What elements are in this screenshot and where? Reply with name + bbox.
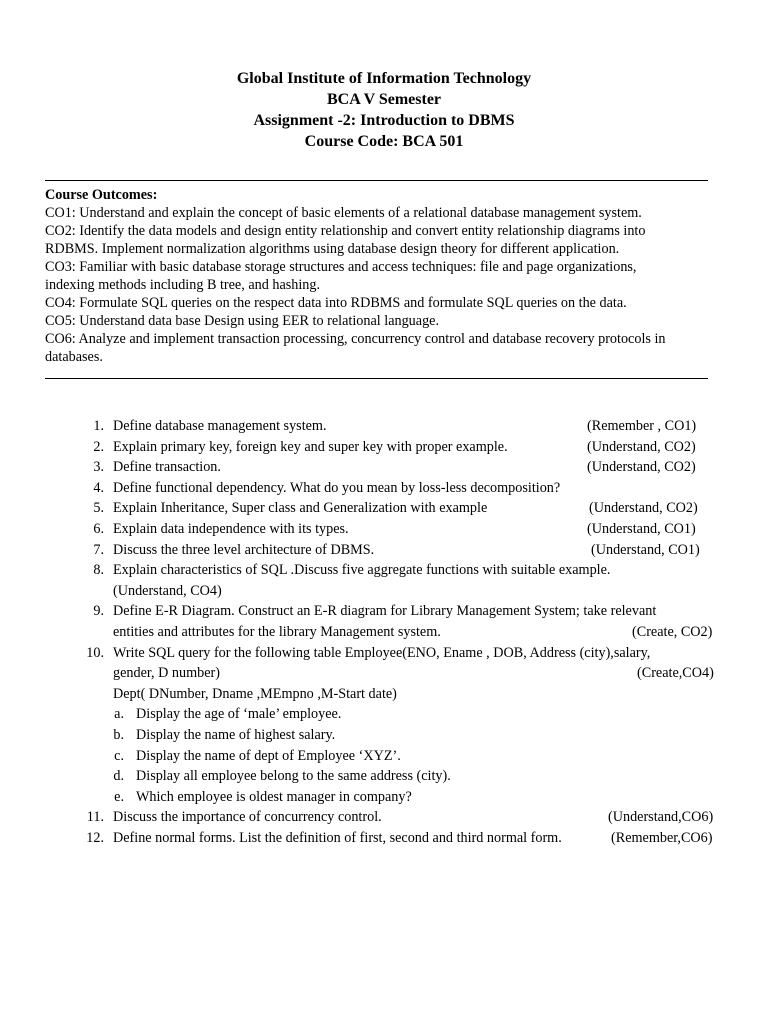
question-tag: (Understand,CO6) xyxy=(608,809,714,826)
question-number: 5. xyxy=(93,500,104,517)
question-4 xyxy=(0,478,768,499)
question-5 xyxy=(0,498,768,519)
question-text: Define transaction. xyxy=(113,459,221,476)
question-text: Explain characteristics of SQL .Discuss five aggregate functions with suitable example. xyxy=(113,562,611,579)
document-header xyxy=(0,68,768,152)
question-text: Explain data independence with its types. xyxy=(113,520,349,537)
question-tag: (Understand, CO2) xyxy=(587,438,696,455)
question-8 xyxy=(0,560,768,581)
question-text: Define database management system. xyxy=(113,418,327,434)
course-code: Course Code: BCA 501 xyxy=(304,133,464,150)
outcome-co3-line1: CO3: Familiar with basic database storage structures and access techniques: file and page organizations, xyxy=(45,259,637,275)
sub-question-letter: e. xyxy=(114,788,124,805)
question-text-continued: Dept( DNumber, Dname ,MEmpno ,M-Start date) xyxy=(113,685,397,702)
question-9-continued xyxy=(0,622,768,643)
question-6 xyxy=(0,519,768,540)
question-number: 12. xyxy=(86,829,104,846)
question-10-sub-d xyxy=(0,766,768,787)
question-number: 10. xyxy=(86,644,104,661)
sub-question-text: Display all employee belong to the same address (city). xyxy=(136,768,451,785)
question-list xyxy=(0,416,768,848)
top-divider xyxy=(45,180,708,181)
question-2 xyxy=(0,437,768,458)
sub-question-text: Display the age of ‘male’ employee. xyxy=(136,706,342,723)
question-10-continued xyxy=(0,663,768,684)
question-text: Explain Inheritance, Super class and Generalization with example xyxy=(113,500,488,517)
question-tag: (Understand, CO1) xyxy=(591,541,700,558)
outcome-co1: CO1: Understand and explain the concept of basic elements of a relational database management system. xyxy=(45,205,642,221)
question-number: 9. xyxy=(93,603,104,620)
question-9 xyxy=(0,601,768,622)
question-number: 4. xyxy=(93,479,104,496)
question-text-continued: gender, D number) xyxy=(113,665,220,682)
bottom-divider xyxy=(45,378,708,379)
sub-question-text: Display the name of dept of Employee ‘XYZ’. xyxy=(136,747,401,764)
sub-question-letter: b. xyxy=(113,726,124,743)
question-text: Discuss the importance of concurrency control. xyxy=(113,809,382,826)
question-tag: (Understand, CO2) xyxy=(589,500,698,517)
outcome-co6-line2: databases. xyxy=(45,349,103,365)
question-number: 8. xyxy=(93,562,104,579)
question-text: Define normal forms. List the definition of first, second and third normal form. xyxy=(113,829,562,846)
question-number: 7. xyxy=(93,541,104,558)
question-text: Define functional dependency. What do you mean by loss-less decomposition? xyxy=(113,479,561,496)
course-outcomes-heading: Course Outcomes: xyxy=(45,187,158,203)
outcome-co2-line1: CO2: Identify the data models and design entity relationship and convert entity relationship diagrams into xyxy=(45,223,646,239)
question-text-continued: entities and attributes for the library Management system. xyxy=(113,623,441,640)
outcome-co2-line2: RDBMS. Implement normalization algorithms using database design theory for different application. xyxy=(45,241,620,257)
question-text: Write SQL query for the following table Employee(ENO, Ename , DOB, Address (city),salary, xyxy=(113,644,651,661)
institute-name: Global Institute of Information Technology xyxy=(236,70,532,87)
question-number: 2. xyxy=(93,438,104,455)
question-8-continued xyxy=(0,581,768,602)
question-text: Define E-R Diagram. Construct an E-R diagram for Library Management System; take relevant xyxy=(113,603,657,620)
question-tag: (Create, CO2) xyxy=(632,623,713,640)
question-10-sub-b xyxy=(0,725,768,746)
question-number: 11. xyxy=(86,809,104,826)
assignment-title: Assignment -2: Introduction to DBMS xyxy=(253,112,515,129)
question-number: 6. xyxy=(93,520,104,537)
question-10-sub-e xyxy=(0,787,768,808)
sub-question-text: Display the name of highest salary. xyxy=(136,726,336,743)
question-text: Explain primary key, foreign key and super key with proper example. xyxy=(113,438,508,455)
question-10-sub-a xyxy=(0,704,768,725)
question-11 xyxy=(0,807,768,828)
question-10 xyxy=(0,643,768,664)
outcome-co3-line2: indexing methods including B tree, and hashing. xyxy=(45,277,321,293)
question-10-sub-c xyxy=(0,746,768,767)
question-tag: (Create,CO4) xyxy=(637,665,714,682)
question-1 xyxy=(0,416,768,437)
question-tag: (Understand, CO2) xyxy=(587,459,696,476)
question-tag: (Remember , CO1) xyxy=(587,418,697,434)
outcome-co6-line1: CO6: Analyze and implement transaction processing, concurrency control and database recovery protocols in xyxy=(45,331,666,347)
outcome-co4: CO4: Formulate SQL queries on the respect data into RDBMS and formulate SQL queries on the data. xyxy=(45,295,627,311)
question-12 xyxy=(0,828,768,849)
sub-question-letter: a. xyxy=(114,706,124,723)
question-number: 3. xyxy=(93,459,104,476)
question-text-continued: (Understand, CO4) xyxy=(113,582,222,599)
course-outcomes xyxy=(45,186,725,366)
sub-question-letter: d. xyxy=(113,768,124,785)
question-tag: (Understand, CO1) xyxy=(587,520,696,537)
question-10-dept-table xyxy=(0,684,768,705)
question-tag: (Remember,CO6) xyxy=(611,829,713,846)
question-number: 1. xyxy=(93,418,104,434)
semester-line: BCA V Semester xyxy=(326,91,442,108)
question-3 xyxy=(0,457,768,478)
question-7 xyxy=(0,540,768,561)
sub-question-letter: c. xyxy=(114,747,124,764)
question-text: Discuss the three level architecture of DBMS. xyxy=(113,541,375,558)
outcome-co5: CO5: Understand data base Design using EER to relational language. xyxy=(45,313,440,329)
sub-question-text: Which employee is oldest manager in company? xyxy=(136,788,412,805)
